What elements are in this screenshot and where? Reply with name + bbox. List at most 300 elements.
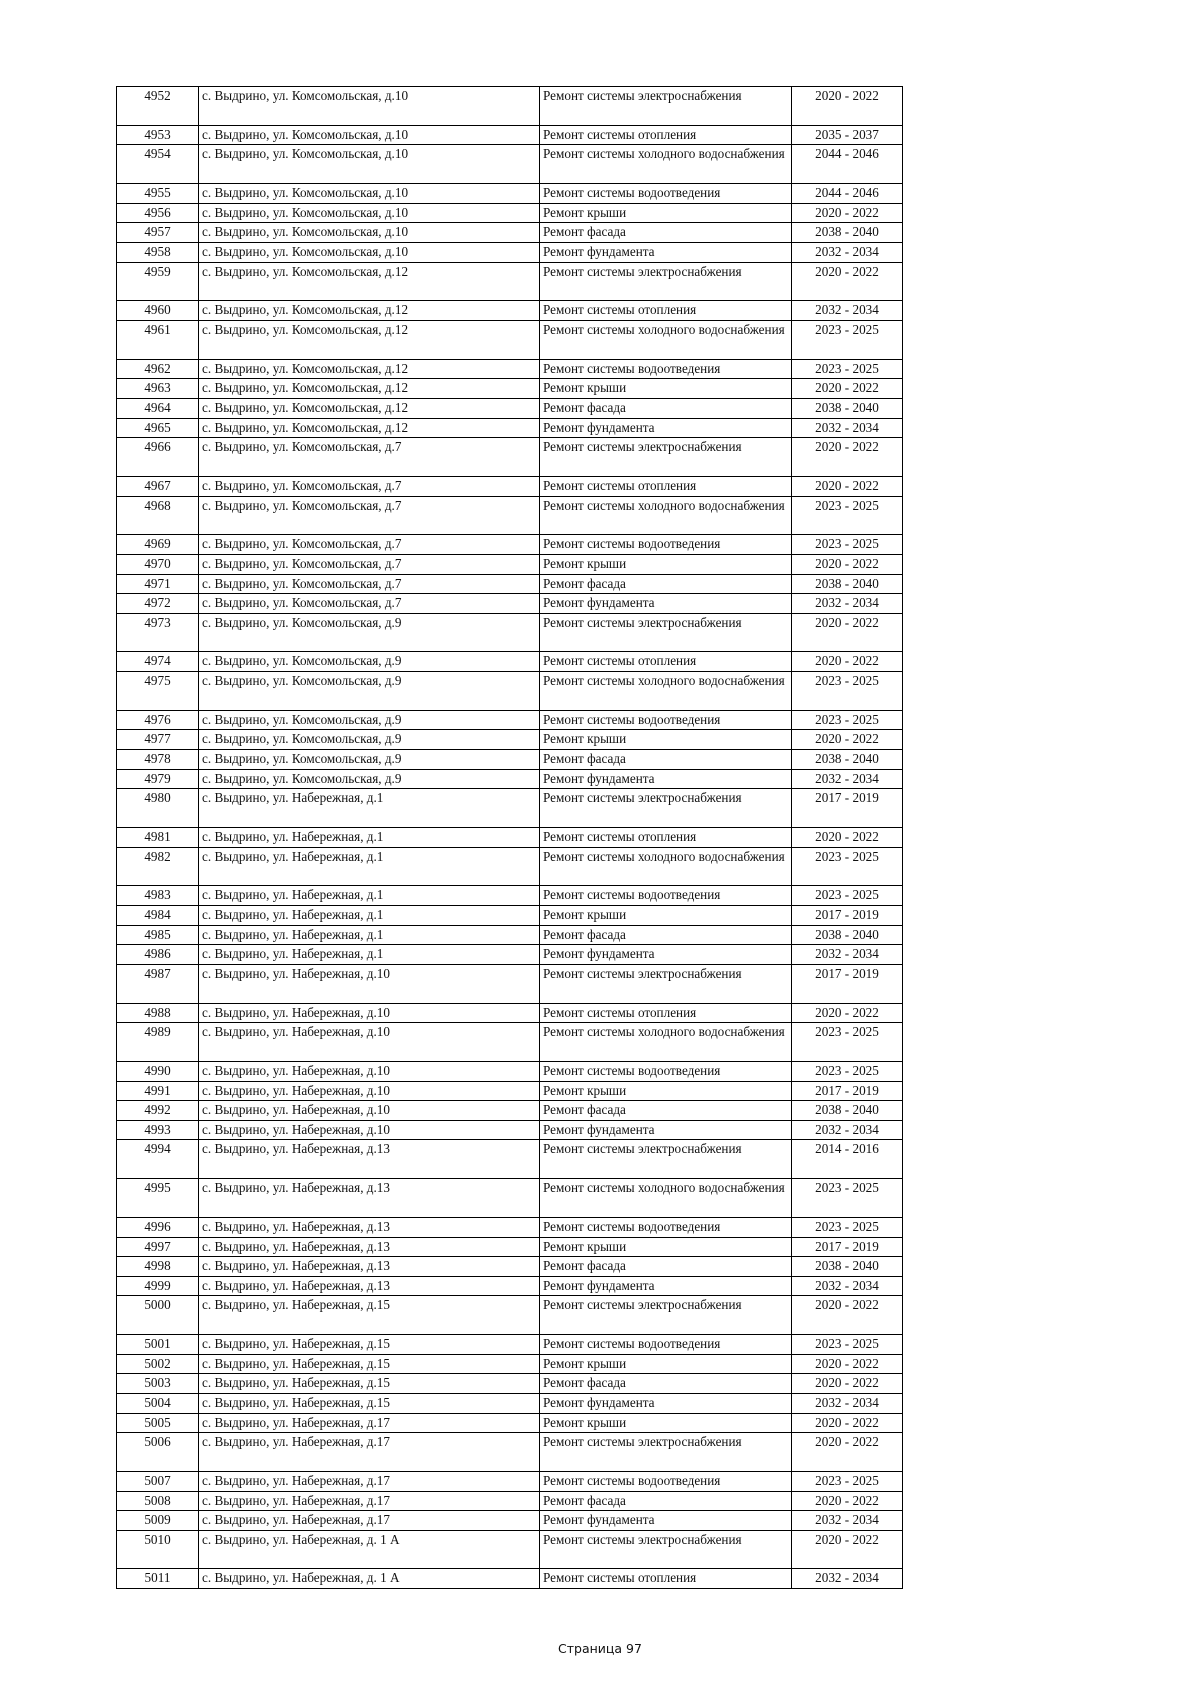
period-cell: 2020 - 2022 bbox=[792, 1374, 903, 1394]
address-cell: с. Выдрино, ул. Набережная, д.10 bbox=[199, 1101, 540, 1121]
work-type-cell: Ремонт системы электроснабжения bbox=[540, 613, 792, 652]
table-row bbox=[117, 594, 903, 614]
row-number-cell: 4978 bbox=[117, 750, 199, 770]
address-cell: с. Выдрино, ул. Набережная, д.13 bbox=[199, 1257, 540, 1277]
address-cell: с. Выдрино, ул. Набережная, д.13 bbox=[199, 1140, 540, 1179]
period-cell: 2044 - 2046 bbox=[792, 145, 903, 184]
work-type-cell: Ремонт системы холодного водоснабжения bbox=[540, 145, 792, 184]
table-row bbox=[117, 1471, 903, 1491]
work-type-cell: Ремонт фундамента bbox=[540, 769, 792, 789]
table-row bbox=[117, 1081, 903, 1101]
row-number-cell: 4976 bbox=[117, 710, 199, 730]
period-cell: 2032 - 2034 bbox=[792, 945, 903, 965]
table-row bbox=[117, 1120, 903, 1140]
period-cell: 2020 - 2022 bbox=[792, 1491, 903, 1511]
work-type-cell: Ремонт системы отопления bbox=[540, 125, 792, 145]
period-cell: 2020 - 2022 bbox=[792, 554, 903, 574]
table-row bbox=[117, 1217, 903, 1237]
row-number-cell: 4974 bbox=[117, 652, 199, 672]
row-number-cell: 4961 bbox=[117, 320, 199, 359]
address-cell: с. Выдрино, ул. Набережная, д.13 bbox=[199, 1179, 540, 1218]
period-cell: 2032 - 2034 bbox=[792, 242, 903, 262]
work-type-cell: Ремонт фасада bbox=[540, 398, 792, 418]
address-cell: с. Выдрино, ул. Набережная, д.15 bbox=[199, 1354, 540, 1374]
table-row bbox=[117, 1237, 903, 1257]
row-number-cell: 4975 bbox=[117, 672, 199, 711]
table-row bbox=[117, 964, 903, 1003]
row-number-cell: 5006 bbox=[117, 1433, 199, 1472]
work-type-cell: Ремонт крыши bbox=[540, 379, 792, 399]
table-row bbox=[117, 301, 903, 321]
table-row bbox=[117, 828, 903, 848]
row-number-cell: 4962 bbox=[117, 359, 199, 379]
address-cell: с. Выдрино, ул. Комсомольская, д.7 bbox=[199, 438, 540, 477]
period-cell: 2032 - 2034 bbox=[792, 418, 903, 438]
period-cell: 2023 - 2025 bbox=[792, 710, 903, 730]
table-row bbox=[117, 886, 903, 906]
table-row bbox=[117, 223, 903, 243]
row-number-cell: 4963 bbox=[117, 379, 199, 399]
address-cell: с. Выдрино, ул. Комсомольская, д.9 bbox=[199, 769, 540, 789]
work-type-cell: Ремонт системы электроснабжения bbox=[540, 789, 792, 828]
work-type-cell: Ремонт системы водоотведения bbox=[540, 710, 792, 730]
table-row bbox=[117, 1003, 903, 1023]
address-cell: с. Выдрино, ул. Комсомольская, д.9 bbox=[199, 652, 540, 672]
work-type-cell: Ремонт крыши bbox=[540, 1081, 792, 1101]
address-cell: с. Выдрино, ул. Комсомольская, д.9 bbox=[199, 672, 540, 711]
address-cell: с. Выдрино, ул. Комсомольская, д.10 bbox=[199, 203, 540, 223]
table-row bbox=[117, 184, 903, 204]
row-number-cell: 4979 bbox=[117, 769, 199, 789]
address-cell: с. Выдрино, ул. Комсомольская, д.12 bbox=[199, 320, 540, 359]
row-number-cell: 4970 bbox=[117, 554, 199, 574]
address-cell: с. Выдрино, ул. Комсомольская, д.9 bbox=[199, 710, 540, 730]
row-number-cell: 4986 bbox=[117, 945, 199, 965]
address-cell: с. Выдрино, ул. Комсомольская, д.10 bbox=[199, 125, 540, 145]
row-number-cell: 4953 bbox=[117, 125, 199, 145]
work-type-cell: Ремонт фундамента bbox=[540, 242, 792, 262]
table-row bbox=[117, 554, 903, 574]
work-type-cell: Ремонт системы водоотведения bbox=[540, 359, 792, 379]
address-cell: с. Выдрино, ул. Набережная, д.17 bbox=[199, 1511, 540, 1531]
period-cell: 2020 - 2022 bbox=[792, 730, 903, 750]
address-cell: с. Выдрино, ул. Комсомольская, д.12 bbox=[199, 379, 540, 399]
table-row bbox=[117, 710, 903, 730]
address-cell: с. Выдрино, ул. Комсомольская, д.7 bbox=[199, 476, 540, 496]
address-cell: с. Выдрино, ул. Набережная, д.15 bbox=[199, 1335, 540, 1355]
address-cell: с. Выдрино, ул. Комсомольская, д.10 bbox=[199, 184, 540, 204]
table-row bbox=[117, 847, 903, 886]
table-row bbox=[117, 203, 903, 223]
table-row bbox=[117, 125, 903, 145]
table-row bbox=[117, 750, 903, 770]
table-row bbox=[117, 476, 903, 496]
period-cell: 2020 - 2022 bbox=[792, 828, 903, 848]
address-cell: с. Выдрино, ул. Комсомольская, д.7 bbox=[199, 594, 540, 614]
period-cell: 2020 - 2022 bbox=[792, 203, 903, 223]
period-cell: 2020 - 2022 bbox=[792, 1354, 903, 1374]
row-number-cell: 4999 bbox=[117, 1276, 199, 1296]
row-number-cell: 4982 bbox=[117, 847, 199, 886]
table-row bbox=[117, 613, 903, 652]
work-type-cell: Ремонт системы отопления bbox=[540, 652, 792, 672]
address-cell: с. Выдрино, ул. Набережная, д.17 bbox=[199, 1471, 540, 1491]
row-number-cell: 5007 bbox=[117, 1471, 199, 1491]
row-number-cell: 5000 bbox=[117, 1296, 199, 1335]
work-type-cell: Ремонт фасада bbox=[540, 1491, 792, 1511]
table-row bbox=[117, 438, 903, 477]
period-cell: 2038 - 2040 bbox=[792, 925, 903, 945]
row-number-cell: 5005 bbox=[117, 1413, 199, 1433]
work-type-cell: Ремонт системы холодного водоснабжения bbox=[540, 1023, 792, 1062]
row-number-cell: 4990 bbox=[117, 1062, 199, 1082]
period-cell: 2023 - 2025 bbox=[792, 1217, 903, 1237]
address-cell: с. Выдрино, ул. Комсомольская, д.9 bbox=[199, 613, 540, 652]
work-type-cell: Ремонт фасада bbox=[540, 925, 792, 945]
work-type-cell: Ремонт системы электроснабжения bbox=[540, 262, 792, 301]
table-row bbox=[117, 398, 903, 418]
table-row bbox=[117, 1354, 903, 1374]
row-number-cell: 4969 bbox=[117, 535, 199, 555]
period-cell: 2044 - 2046 bbox=[792, 184, 903, 204]
address-cell: с. Выдрино, ул. Комсомольская, д.7 bbox=[199, 496, 540, 535]
address-cell: с. Выдрино, ул. Набережная, д.1 bbox=[199, 847, 540, 886]
period-cell: 2020 - 2022 bbox=[792, 1003, 903, 1023]
row-number-cell: 4956 bbox=[117, 203, 199, 223]
table-row bbox=[117, 242, 903, 262]
period-cell: 2017 - 2019 bbox=[792, 906, 903, 926]
row-number-cell: 4972 bbox=[117, 594, 199, 614]
table-row bbox=[117, 574, 903, 594]
row-number-cell: 4955 bbox=[117, 184, 199, 204]
period-cell: 2032 - 2034 bbox=[792, 1276, 903, 1296]
period-cell: 2020 - 2022 bbox=[792, 476, 903, 496]
period-cell: 2038 - 2040 bbox=[792, 574, 903, 594]
table-row bbox=[117, 1023, 903, 1062]
table-row bbox=[117, 1101, 903, 1121]
period-cell: 2017 - 2019 bbox=[792, 1081, 903, 1101]
address-cell: с. Выдрино, ул. Комсомольская, д.7 bbox=[199, 554, 540, 574]
row-number-cell: 4977 bbox=[117, 730, 199, 750]
work-type-cell: Ремонт фундамента bbox=[540, 1120, 792, 1140]
row-number-cell: 4966 bbox=[117, 438, 199, 477]
period-cell: 2032 - 2034 bbox=[792, 1569, 903, 1589]
period-cell: 2023 - 2025 bbox=[792, 1179, 903, 1218]
work-type-cell: Ремонт фасада bbox=[540, 574, 792, 594]
address-cell: с. Выдрино, ул. Набережная, д.1 bbox=[199, 906, 540, 926]
period-cell: 2020 - 2022 bbox=[792, 652, 903, 672]
period-cell: 2023 - 2025 bbox=[792, 1062, 903, 1082]
address-cell: с. Выдрино, ул. Набережная, д.13 bbox=[199, 1237, 540, 1257]
address-cell: с. Выдрино, ул. Комсомольская, д.7 bbox=[199, 535, 540, 555]
period-cell: 2032 - 2034 bbox=[792, 1120, 903, 1140]
row-number-cell: 4980 bbox=[117, 789, 199, 828]
work-type-cell: Ремонт крыши bbox=[540, 554, 792, 574]
address-cell: с. Выдрино, ул. Комсомольская, д.12 bbox=[199, 398, 540, 418]
table-row bbox=[117, 1179, 903, 1218]
work-type-cell: Ремонт фасада bbox=[540, 1374, 792, 1394]
row-number-cell: 5004 bbox=[117, 1393, 199, 1413]
work-type-cell: Ремонт крыши bbox=[540, 203, 792, 223]
address-cell: с. Выдрино, ул. Набережная, д.13 bbox=[199, 1217, 540, 1237]
work-type-cell: Ремонт системы отопления bbox=[540, 476, 792, 496]
work-type-cell: Ремонт системы водоотведения bbox=[540, 535, 792, 555]
address-cell: с. Выдрино, ул. Комсомольская, д.10 bbox=[199, 87, 540, 126]
table-row bbox=[117, 1491, 903, 1511]
address-cell: с. Выдрино, ул. Набережная, д.17 bbox=[199, 1491, 540, 1511]
work-type-cell: Ремонт системы холодного водоснабжения bbox=[540, 320, 792, 359]
table-row bbox=[117, 1335, 903, 1355]
address-cell: с. Выдрино, ул. Набережная, д. 1 А bbox=[199, 1530, 540, 1569]
address-cell: с. Выдрино, ул. Набережная, д.10 bbox=[199, 1120, 540, 1140]
address-cell: с. Выдрино, ул. Набережная, д.13 bbox=[199, 1276, 540, 1296]
address-cell: с. Выдрино, ул. Набережная, д.15 bbox=[199, 1296, 540, 1335]
work-type-cell: Ремонт фундамента bbox=[540, 594, 792, 614]
work-type-cell: Ремонт системы водоотведения bbox=[540, 184, 792, 204]
row-number-cell: 5010 bbox=[117, 1530, 199, 1569]
period-cell: 2020 - 2022 bbox=[792, 1433, 903, 1472]
address-cell: с. Выдрино, ул. Набережная, д.1 bbox=[199, 789, 540, 828]
table-row bbox=[117, 1374, 903, 1394]
address-cell: с. Выдрино, ул. Комсомольская, д.12 bbox=[199, 359, 540, 379]
period-cell: 2020 - 2022 bbox=[792, 1530, 903, 1569]
work-type-cell: Ремонт системы холодного водоснабжения bbox=[540, 496, 792, 535]
row-number-cell: 4989 bbox=[117, 1023, 199, 1062]
period-cell: 2020 - 2022 bbox=[792, 613, 903, 652]
period-cell: 2020 - 2022 bbox=[792, 1413, 903, 1433]
work-type-cell: Ремонт системы отопления bbox=[540, 301, 792, 321]
row-number-cell: 4967 bbox=[117, 476, 199, 496]
table-row bbox=[117, 789, 903, 828]
row-number-cell: 4984 bbox=[117, 906, 199, 926]
address-cell: с. Выдрино, ул. Комсомольская, д.7 bbox=[199, 574, 540, 594]
period-cell: 2032 - 2034 bbox=[792, 594, 903, 614]
period-cell: 2017 - 2019 bbox=[792, 964, 903, 1003]
table-row bbox=[117, 145, 903, 184]
period-cell: 2023 - 2025 bbox=[792, 1471, 903, 1491]
period-cell: 2020 - 2022 bbox=[792, 379, 903, 399]
period-cell: 2020 - 2022 bbox=[792, 87, 903, 126]
table-row bbox=[117, 320, 903, 359]
period-cell: 2023 - 2025 bbox=[792, 1023, 903, 1062]
work-type-cell: Ремонт системы водоотведения bbox=[540, 1471, 792, 1491]
table-row bbox=[117, 652, 903, 672]
row-number-cell: 4973 bbox=[117, 613, 199, 652]
work-type-cell: Ремонт системы отопления bbox=[540, 1569, 792, 1589]
table-row bbox=[117, 730, 903, 750]
row-number-cell: 4997 bbox=[117, 1237, 199, 1257]
row-number-cell: 4988 bbox=[117, 1003, 199, 1023]
table-row bbox=[117, 418, 903, 438]
address-cell: с. Выдрино, ул. Комсомольская, д.12 bbox=[199, 262, 540, 301]
work-type-cell: Ремонт системы холодного водоснабжения bbox=[540, 672, 792, 711]
row-number-cell: 4981 bbox=[117, 828, 199, 848]
row-number-cell: 4958 bbox=[117, 242, 199, 262]
row-number-cell: 4968 bbox=[117, 496, 199, 535]
work-type-cell: Ремонт крыши bbox=[540, 1354, 792, 1374]
table-row bbox=[117, 945, 903, 965]
work-type-cell: Ремонт системы отопления bbox=[540, 828, 792, 848]
period-cell: 2014 - 2016 bbox=[792, 1140, 903, 1179]
work-type-cell: Ремонт фасада bbox=[540, 1257, 792, 1277]
work-type-cell: Ремонт фасада bbox=[540, 750, 792, 770]
work-type-cell: Ремонт системы электроснабжения bbox=[540, 1296, 792, 1335]
period-cell: 2038 - 2040 bbox=[792, 398, 903, 418]
address-cell: с. Выдрино, ул. Набережная, д.10 bbox=[199, 1003, 540, 1023]
table-row bbox=[117, 1530, 903, 1569]
table-row bbox=[117, 1413, 903, 1433]
row-number-cell: 4992 bbox=[117, 1101, 199, 1121]
row-number-cell: 4983 bbox=[117, 886, 199, 906]
table-row bbox=[117, 1276, 903, 1296]
row-number-cell: 4959 bbox=[117, 262, 199, 301]
period-cell: 2023 - 2025 bbox=[792, 496, 903, 535]
table-row bbox=[117, 1433, 903, 1472]
row-number-cell: 5008 bbox=[117, 1491, 199, 1511]
table-row bbox=[117, 1257, 903, 1277]
row-number-cell: 4965 bbox=[117, 418, 199, 438]
row-number-cell: 5001 bbox=[117, 1335, 199, 1355]
row-number-cell: 4985 bbox=[117, 925, 199, 945]
row-number-cell: 4960 bbox=[117, 301, 199, 321]
period-cell: 2020 - 2022 bbox=[792, 438, 903, 477]
address-cell: с. Выдрино, ул. Набережная, д.1 bbox=[199, 925, 540, 945]
row-number-cell: 5011 bbox=[117, 1569, 199, 1589]
row-number-cell: 4987 bbox=[117, 964, 199, 1003]
address-cell: с. Выдрино, ул. Набережная, д.17 bbox=[199, 1433, 540, 1472]
period-cell: 2020 - 2022 bbox=[792, 1296, 903, 1335]
period-cell: 2023 - 2025 bbox=[792, 886, 903, 906]
period-cell: 2023 - 2025 bbox=[792, 535, 903, 555]
row-number-cell: 4954 bbox=[117, 145, 199, 184]
address-cell: с. Выдрино, ул. Комсомольская, д.9 bbox=[199, 730, 540, 750]
address-cell: с. Выдрино, ул. Комсомольская, д.10 bbox=[199, 223, 540, 243]
table-row bbox=[117, 535, 903, 555]
row-number-cell: 5002 bbox=[117, 1354, 199, 1374]
work-type-cell: Ремонт системы водоотведения bbox=[540, 886, 792, 906]
address-cell: с. Выдрино, ул. Набережная, д. 1 А bbox=[199, 1569, 540, 1589]
row-number-cell: 4957 bbox=[117, 223, 199, 243]
address-cell: с. Выдрино, ул. Комсомольская, д.9 bbox=[199, 750, 540, 770]
work-type-cell: Ремонт крыши bbox=[540, 1413, 792, 1433]
table-row bbox=[117, 1569, 903, 1589]
address-cell: с. Выдрино, ул. Комсомольская, д.10 bbox=[199, 242, 540, 262]
table-row bbox=[117, 262, 903, 301]
address-cell: с. Выдрино, ул. Набережная, д.10 bbox=[199, 1023, 540, 1062]
address-cell: с. Выдрино, ул. Набережная, д.10 bbox=[199, 1062, 540, 1082]
row-number-cell: 4991 bbox=[117, 1081, 199, 1101]
table-row bbox=[117, 925, 903, 945]
page-number: Страница 97 bbox=[558, 1641, 642, 1656]
table-row bbox=[117, 379, 903, 399]
period-cell: 2023 - 2025 bbox=[792, 320, 903, 359]
work-type-cell: Ремонт фасада bbox=[540, 223, 792, 243]
row-number-cell: 5009 bbox=[117, 1511, 199, 1531]
work-type-cell: Ремонт фундамента bbox=[540, 945, 792, 965]
work-type-cell: Ремонт системы электроснабжения bbox=[540, 1530, 792, 1569]
table-row bbox=[117, 906, 903, 926]
period-cell: 2038 - 2040 bbox=[792, 1257, 903, 1277]
period-cell: 2023 - 2025 bbox=[792, 359, 903, 379]
row-number-cell: 4971 bbox=[117, 574, 199, 594]
work-type-cell: Ремонт системы водоотведения bbox=[540, 1217, 792, 1237]
work-type-cell: Ремонт фасада bbox=[540, 1101, 792, 1121]
row-number-cell: 4995 bbox=[117, 1179, 199, 1218]
table-row bbox=[117, 496, 903, 535]
table-row bbox=[117, 359, 903, 379]
table-row bbox=[117, 87, 903, 126]
work-type-cell: Ремонт системы электроснабжения bbox=[540, 87, 792, 126]
row-number-cell: 4993 bbox=[117, 1120, 199, 1140]
period-cell: 2038 - 2040 bbox=[792, 750, 903, 770]
period-cell: 2038 - 2040 bbox=[792, 1101, 903, 1121]
table-row bbox=[117, 1062, 903, 1082]
period-cell: 2023 - 2025 bbox=[792, 1335, 903, 1355]
table-row bbox=[117, 1393, 903, 1413]
table-row bbox=[117, 1296, 903, 1335]
table-row bbox=[117, 769, 903, 789]
table-body bbox=[117, 87, 903, 1589]
period-cell: 2023 - 2025 bbox=[792, 847, 903, 886]
work-type-cell: Ремонт крыши bbox=[540, 906, 792, 926]
work-type-cell: Ремонт системы водоотведения bbox=[540, 1335, 792, 1355]
work-type-cell: Ремонт системы водоотведения bbox=[540, 1062, 792, 1082]
period-cell: 2032 - 2034 bbox=[792, 1393, 903, 1413]
address-cell: с. Выдрино, ул. Набережная, д.1 bbox=[199, 886, 540, 906]
table-row bbox=[117, 1140, 903, 1179]
row-number-cell: 4998 bbox=[117, 1257, 199, 1277]
address-cell: с. Выдрино, ул. Набережная, д.15 bbox=[199, 1393, 540, 1413]
row-number-cell: 4952 bbox=[117, 87, 199, 126]
work-type-cell: Ремонт системы электроснабжения bbox=[540, 1433, 792, 1472]
row-number-cell: 4994 bbox=[117, 1140, 199, 1179]
address-cell: с. Выдрино, ул. Набережная, д.1 bbox=[199, 828, 540, 848]
table-row bbox=[117, 1511, 903, 1531]
row-number-cell: 5003 bbox=[117, 1374, 199, 1394]
period-cell: 2017 - 2019 bbox=[792, 1237, 903, 1257]
work-type-cell: Ремонт фундамента bbox=[540, 1276, 792, 1296]
work-type-cell: Ремонт системы электроснабжения bbox=[540, 964, 792, 1003]
address-cell: с. Выдрино, ул. Комсомольская, д.12 bbox=[199, 418, 540, 438]
work-type-cell: Ремонт системы холодного водоснабжения bbox=[540, 1179, 792, 1218]
period-cell: 2032 - 2034 bbox=[792, 1511, 903, 1531]
work-type-cell: Ремонт фундамента bbox=[540, 418, 792, 438]
period-cell: 2032 - 2034 bbox=[792, 301, 903, 321]
period-cell: 2020 - 2022 bbox=[792, 262, 903, 301]
work-type-cell: Ремонт системы холодного водоснабжения bbox=[540, 847, 792, 886]
period-cell: 2038 - 2040 bbox=[792, 223, 903, 243]
work-type-cell: Ремонт фундамента bbox=[540, 1393, 792, 1413]
work-type-cell: Ремонт системы электроснабжения bbox=[540, 438, 792, 477]
work-type-cell: Ремонт системы отопления bbox=[540, 1003, 792, 1023]
repair-schedule-table bbox=[116, 86, 903, 1589]
address-cell: с. Выдрино, ул. Набережная, д.1 bbox=[199, 945, 540, 965]
work-type-cell: Ремонт системы электроснабжения bbox=[540, 1140, 792, 1179]
address-cell: с. Выдрино, ул. Комсомольская, д.10 bbox=[199, 145, 540, 184]
period-cell: 2017 - 2019 bbox=[792, 789, 903, 828]
address-cell: с. Выдрино, ул. Набережная, д.10 bbox=[199, 1081, 540, 1101]
address-cell: с. Выдрино, ул. Набережная, д.10 bbox=[199, 964, 540, 1003]
table-row bbox=[117, 672, 903, 711]
work-type-cell: Ремонт крыши bbox=[540, 1237, 792, 1257]
row-number-cell: 4964 bbox=[117, 398, 199, 418]
period-cell: 2032 - 2034 bbox=[792, 769, 903, 789]
work-type-cell: Ремонт фундамента bbox=[540, 1511, 792, 1531]
address-cell: с. Выдрино, ул. Набережная, д.15 bbox=[199, 1374, 540, 1394]
address-cell: с. Выдрино, ул. Комсомольская, д.12 bbox=[199, 301, 540, 321]
address-cell: с. Выдрино, ул. Набережная, д.17 bbox=[199, 1413, 540, 1433]
period-cell: 2035 - 2037 bbox=[792, 125, 903, 145]
